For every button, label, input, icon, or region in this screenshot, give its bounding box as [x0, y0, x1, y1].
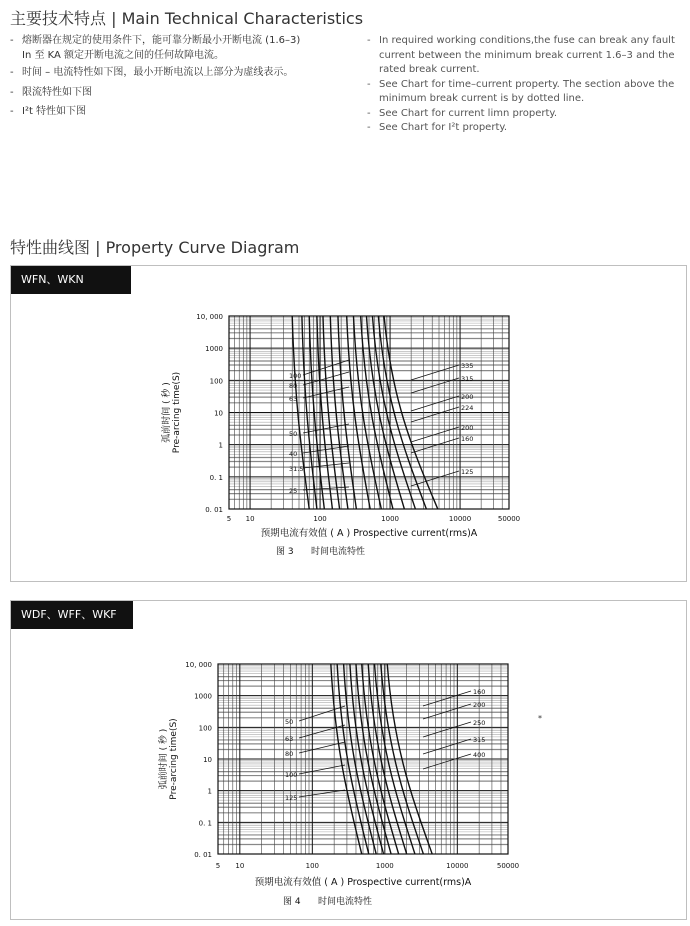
curve-label-left: 40	[289, 450, 298, 458]
y-tick-label: 1	[207, 787, 212, 796]
characteristics-list-en	[367, 34, 685, 136]
y-tick-label: 100	[198, 724, 212, 733]
x-tick-label: 5	[226, 515, 232, 523]
curve-label-left: 25	[289, 487, 298, 495]
y-tick-label: 0. 01	[205, 506, 223, 514]
x-axis-title: 预期电流有效值 ( A ) Prospective current(rms)A	[254, 877, 472, 888]
curve-label-left: 80	[289, 382, 298, 390]
y-axis-title-en: Pre-arcing time(S)	[169, 718, 179, 800]
x-tick-label: 50000	[496, 862, 520, 870]
curve-label-left: 100	[289, 372, 302, 380]
x-tick-label: 1000	[381, 515, 399, 523]
list-item: - See Chart for I²t property.	[367, 122, 508, 133]
stray-mark: *	[538, 714, 542, 723]
curve-label-right: 250	[473, 719, 486, 727]
chart-wdf	[11, 601, 686, 919]
curve-label-left: 80	[285, 750, 294, 758]
characteristics-list-cn	[10, 34, 350, 120]
x-tick-label: 10	[235, 862, 245, 870]
curve-label-right: 160	[473, 688, 486, 696]
x-tick-label: 1000	[375, 862, 394, 870]
list-item: - 时间 – 电流特性如下图，最小开断电流以上部分为虚线表示。	[10, 67, 294, 78]
list-item: - See Chart for current limn property.	[367, 107, 558, 119]
figure-caption: 时间电流特性	[318, 897, 373, 907]
curve-label-right: 315	[461, 375, 474, 383]
y-axis-title-cn: 弧前时间 ( 秒 )	[159, 728, 169, 790]
figure-caption: 时间电流特性	[311, 547, 366, 557]
x-tick-label: 5	[215, 862, 221, 870]
curve-label-left: 31.5	[289, 465, 304, 473]
list-item: - See Chart for time–current property. The section above the minimum break current is by dotted line.	[367, 78, 675, 104]
label-leader	[299, 765, 345, 774]
y-tick-label: 1	[218, 441, 223, 450]
list-item: - 限流特性如下图	[10, 86, 92, 98]
x-tick-label: 50000	[497, 515, 521, 523]
x-tick-label: 10000	[446, 862, 469, 870]
x-axis-title: 预期电流有效值 ( A ) Prospective current(rms)A	[260, 528, 478, 539]
panel-tab-wdf: WDF、WFF、WKF	[11, 601, 133, 629]
x-tick-label: 100	[305, 862, 320, 870]
y-tick-label: 10, 000	[185, 661, 212, 669]
chart-panel-wdf	[10, 600, 687, 920]
section-title-characteristics: 主要技术特点 | Main Technical Characteristics	[10, 9, 364, 28]
curve-label-right: 200	[461, 393, 474, 401]
curve-label-right: 400	[473, 751, 486, 759]
y-axis-title-en: Pre-arcing time(S)	[172, 371, 182, 454]
x-tick-label: 100	[313, 515, 327, 523]
curve-label-right: 200	[461, 424, 474, 432]
y-tick-label: 1000	[194, 692, 212, 701]
label-leader	[411, 365, 459, 380]
figure-number: 图 4	[283, 897, 301, 907]
curve-label-right: 200	[473, 701, 486, 709]
curve-label-left: 100	[285, 771, 298, 779]
label-leader	[423, 754, 471, 769]
figure-number: 图 3	[276, 547, 294, 557]
panel-tab-wfn: WFN、WKN	[11, 266, 131, 294]
chart-wfn	[11, 266, 686, 581]
y-axis-title-cn: 弧前时间 ( 秒 )	[162, 382, 172, 443]
label-leader	[411, 438, 459, 453]
y-tick-label: 100	[209, 377, 223, 386]
y-tick-label: 1000	[205, 345, 223, 354]
y-tick-label: 0. 1	[209, 473, 223, 482]
curve-label-right: 160	[461, 435, 474, 443]
curve-label-left: 125	[285, 794, 298, 802]
label-leader	[411, 396, 459, 411]
list-item: - 熔断器在规定的使用条件下，能可靠分断最小开断电流 (1.6–3) In 至 KA 额定开断电流之间的任何故障电流。	[10, 35, 301, 61]
list-item: - I²t 特性如下图	[10, 106, 87, 117]
y-tick-label: 0. 01	[194, 851, 212, 859]
curve-label-right: 335	[461, 362, 474, 370]
y-tick-label: 10, 000	[196, 313, 223, 321]
label-leader	[423, 722, 471, 737]
curve-label-left: 50	[289, 430, 298, 438]
chart-panel-wfn	[10, 265, 687, 582]
curve-label-right: 224	[461, 404, 474, 412]
label-leader	[423, 704, 471, 719]
section-title-curves: 特性曲线图 | Property Curve Diagram	[10, 238, 300, 257]
curve-label-right: 125	[461, 468, 474, 476]
x-tick-label: 10	[245, 515, 255, 523]
label-leader	[423, 739, 471, 754]
y-tick-label: 10	[203, 756, 212, 764]
curve-label-left: 63	[285, 735, 294, 743]
x-tick-label: 10000	[448, 515, 472, 523]
y-tick-label: 10	[214, 409, 223, 418]
y-tick-label: 0. 1	[198, 819, 212, 828]
curve-label-left: 50	[285, 718, 294, 726]
curve-label-right: 315	[473, 736, 486, 744]
list-item: - In required working conditions,the fuse can break any fault current between the minimum break current 1.6–3 and the rated break current.	[367, 35, 675, 75]
curve-label-left: 63	[289, 395, 298, 403]
